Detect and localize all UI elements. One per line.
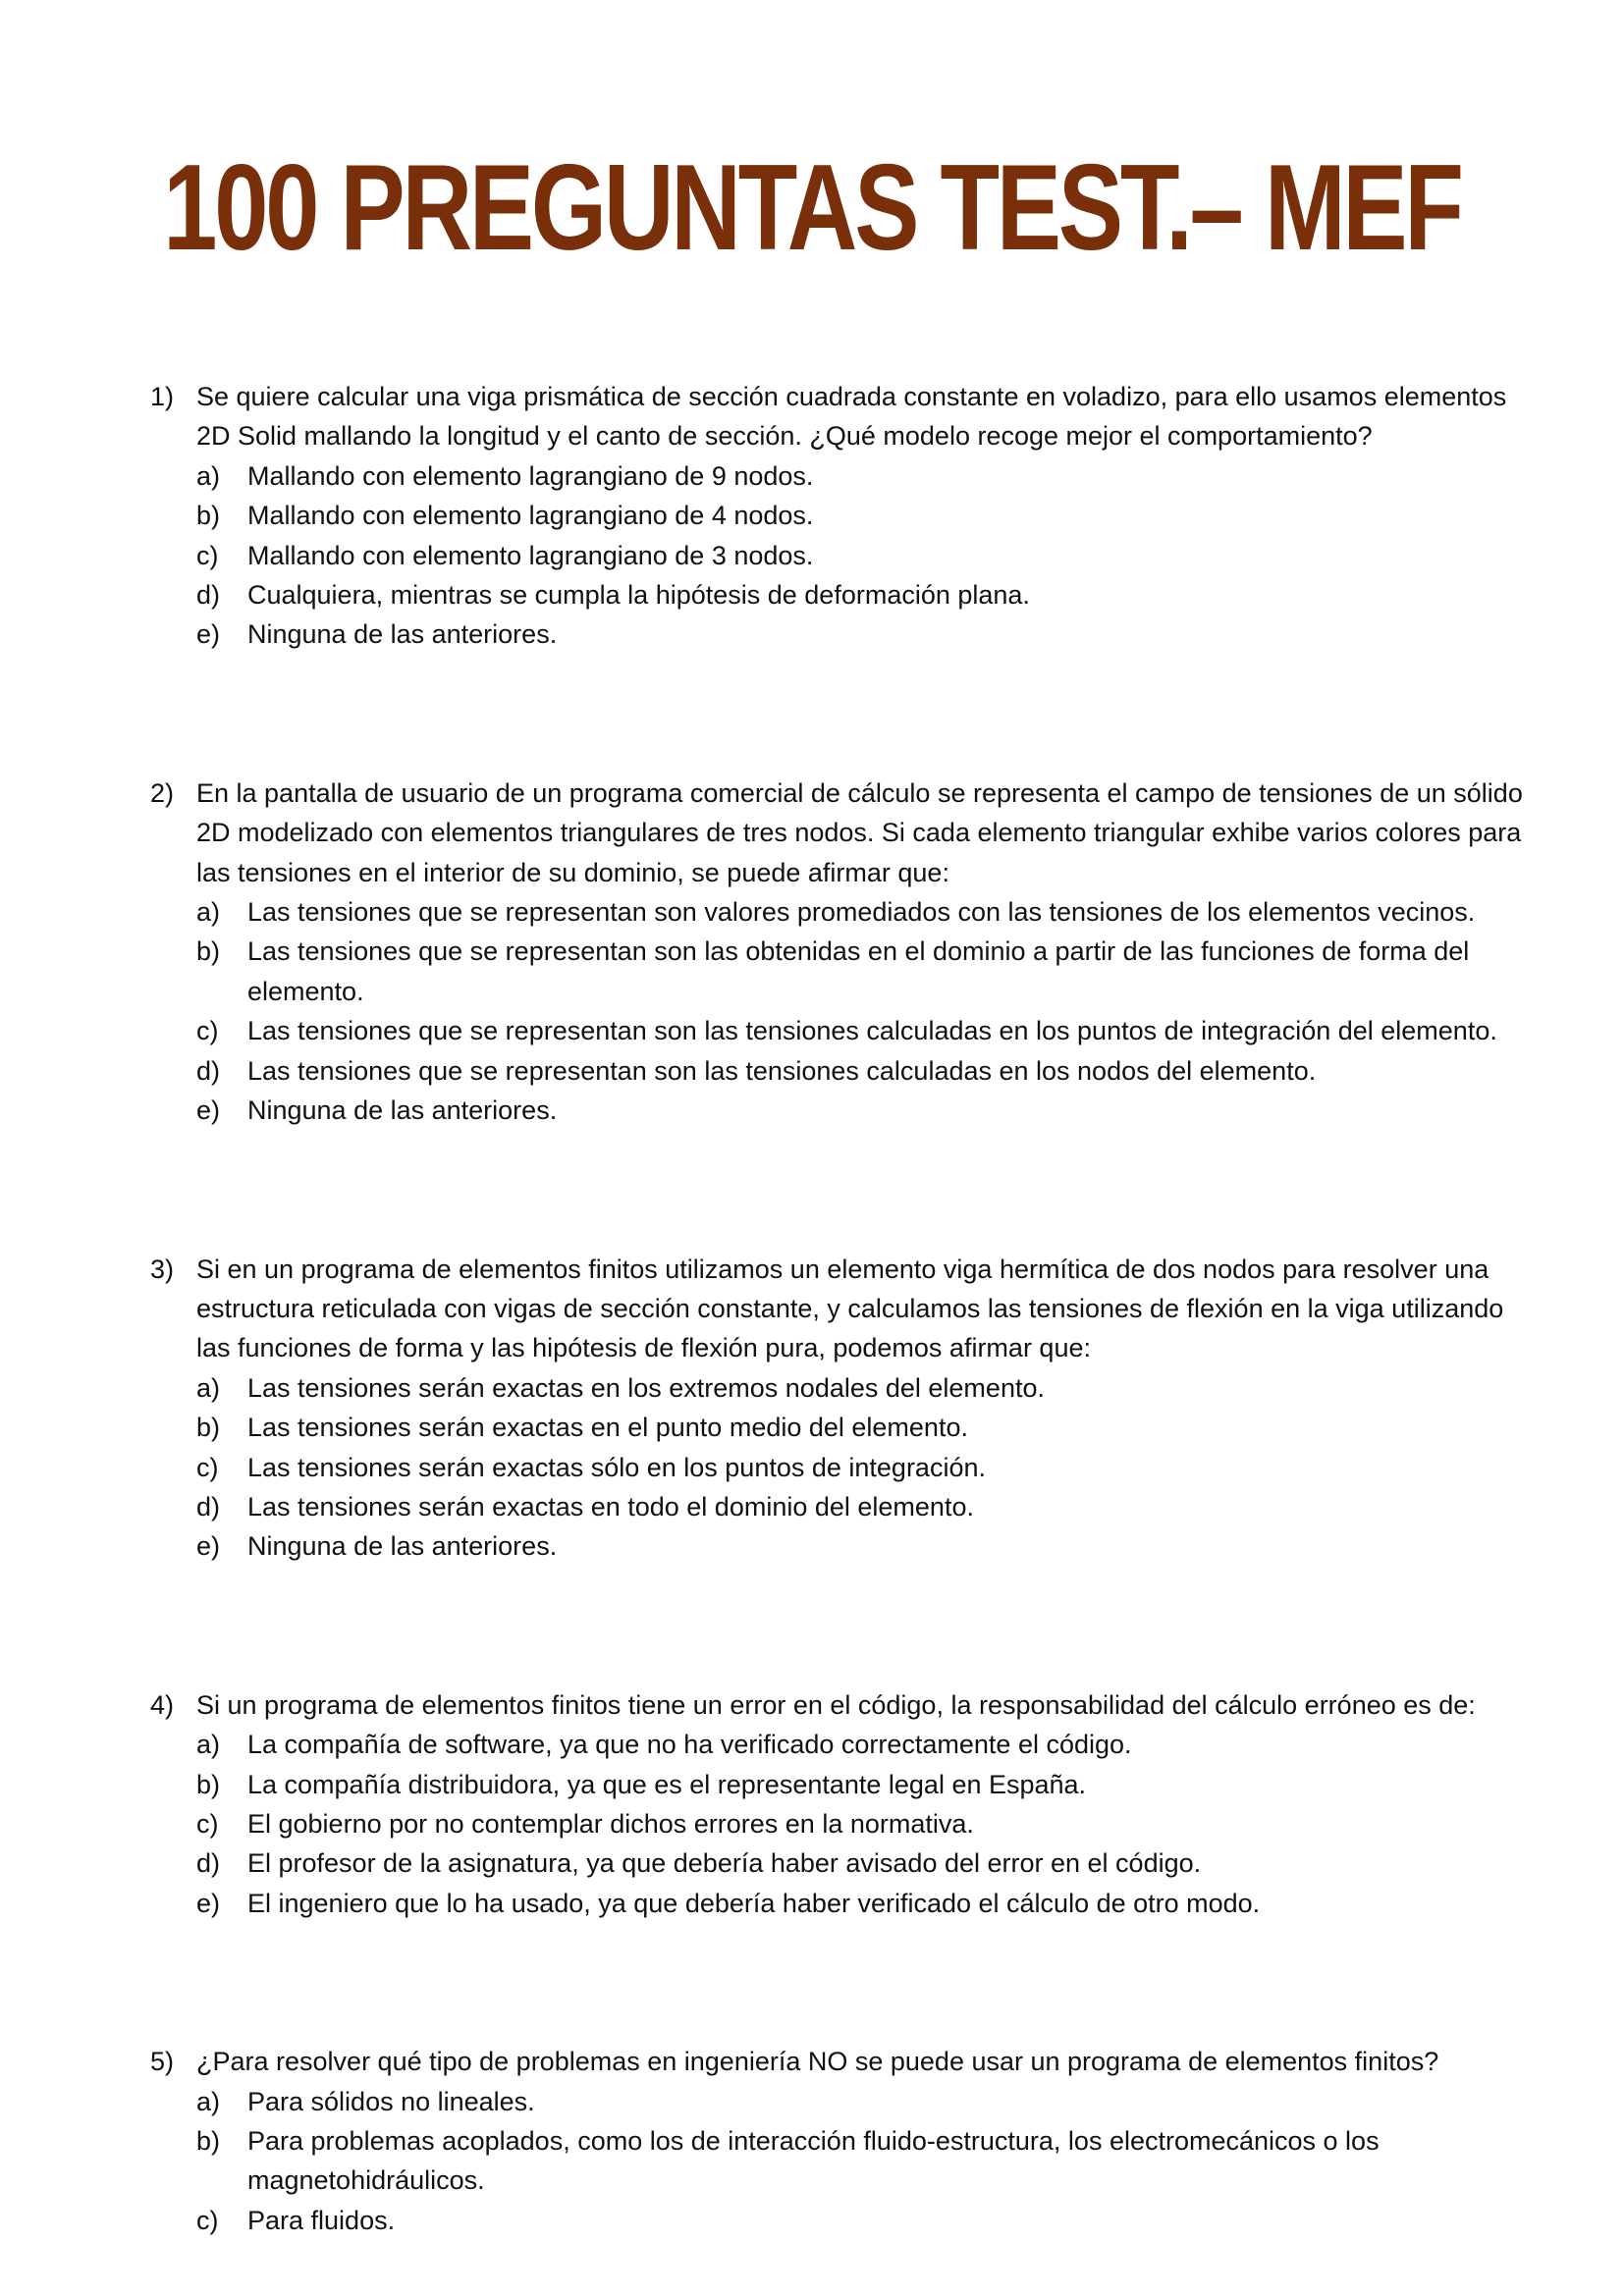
option-b xyxy=(196,2121,1544,2201)
option-d xyxy=(196,1051,1544,1091)
option-text: El profesor de la asignatura, ya que debería haber avisado del error en el código. xyxy=(247,1848,1202,1879)
option-c xyxy=(196,1804,1544,1843)
option-letter: a) xyxy=(196,897,221,928)
option-b xyxy=(196,932,1544,1011)
option-letter: c) xyxy=(196,1808,219,1839)
option-letter: e) xyxy=(196,619,221,650)
question-spacer xyxy=(150,1131,1544,1250)
document-title: 100 PREGUNTAS TEST.– MEF xyxy=(163,140,1461,276)
option-letter: c) xyxy=(196,540,219,570)
option-b xyxy=(196,1408,1544,1447)
option-letter: d) xyxy=(196,1848,221,1879)
option-letter: b) xyxy=(196,1413,221,1443)
option-text: Para sólidos no lineales. xyxy=(247,2086,535,2116)
option-text: Las tensiones serán exactas sólo en los puntos de integración. xyxy=(247,1452,986,1482)
question-spacer xyxy=(150,1923,1544,2042)
question-spacer xyxy=(150,1567,1544,1685)
question-text: Si un programa de elementos finitos tiene un error en el código, la responsabilidad del cálculo erróneo es de: xyxy=(196,1689,1476,1720)
option-text: Las tensiones que se representan son las tensiones calculadas en los nodos del elemento. xyxy=(247,1055,1317,1086)
question-spacer xyxy=(150,655,1544,774)
option-letter: b) xyxy=(196,2126,221,2156)
option-text: Cualquiera, mientras se cumpla la hipótesis de deformación plana. xyxy=(247,580,1030,611)
option-text: Las tensiones que se representan son las tensiones calculadas en los puntos de integración del elemento. xyxy=(247,1016,1497,1046)
question-number: 1) xyxy=(150,382,175,411)
question-list xyxy=(150,377,1544,2240)
option-text: Mallando con elemento lagrangiano de 9 nodos. xyxy=(247,460,814,491)
option-letter: c) xyxy=(196,1016,219,1046)
option-a xyxy=(196,1725,1544,1764)
question-5 xyxy=(150,2042,1544,2240)
question-4 xyxy=(150,1685,1544,1923)
question-2 xyxy=(150,774,1544,1131)
option-letter: c) xyxy=(196,1452,219,1482)
option-letter: a) xyxy=(196,460,221,491)
option-letter: c) xyxy=(196,2205,219,2235)
option-e xyxy=(196,1091,1544,1130)
option-a xyxy=(196,456,1544,496)
option-b xyxy=(196,1765,1544,1804)
question-text: Si en un programa de elementos finitos utilizamos un elemento viga hermítica de dos nodos para resolver una estructura reticulada con vigas de sección constante, y calculamos las tensiones de flexión en la viga utilizando las funciones de forma y las hipótesis de flexión pura, podemos afirmar que: xyxy=(196,1254,1504,1363)
option-letter: d) xyxy=(196,580,221,611)
option-e xyxy=(196,614,1544,654)
option-letter: b) xyxy=(196,501,221,531)
option-text: La compañía de software, ya que no ha verificado correctamente el código. xyxy=(247,1730,1132,1760)
option-a xyxy=(196,1368,1544,1408)
option-text: La compañía distribuidora, ya que es el representante legal en España. xyxy=(247,1769,1087,1799)
option-text: Ninguna de las anteriores. xyxy=(247,1531,558,1562)
question-number: 3) xyxy=(150,1254,175,1284)
option-text: El gobierno por no contemplar dichos errores en la normativa. xyxy=(247,1808,974,1839)
option-text: Las tensiones serán exactas en todo el dominio del elemento. xyxy=(247,1491,974,1522)
option-text: Ninguna de las anteriores. xyxy=(247,619,558,650)
option-letter: b) xyxy=(196,1769,221,1799)
option-b xyxy=(196,496,1544,535)
option-c xyxy=(196,1011,1544,1050)
option-a xyxy=(196,892,1544,932)
option-text: Para fluidos. xyxy=(247,2205,396,2235)
option-a xyxy=(196,2082,1544,2121)
option-text: Mallando con elemento lagrangiano de 4 nodos. xyxy=(247,501,814,531)
option-letter: a) xyxy=(196,1730,221,1760)
option-letter: a) xyxy=(196,1372,221,1403)
option-c xyxy=(196,536,1544,575)
option-letter: a) xyxy=(196,2086,221,2116)
option-text: El ingeniero que lo ha usado, ya que debería haber verificado el cálculo de otro modo. xyxy=(247,1888,1261,1918)
option-d xyxy=(196,575,1544,614)
option-text: Las tensiones serán exactas en los extremos nodales del elemento. xyxy=(247,1372,1045,1403)
option-letter: e) xyxy=(196,1095,221,1126)
option-text: Las tensiones serán exactas en el punto medio del elemento. xyxy=(247,1413,968,1443)
option-letter: e) xyxy=(196,1888,221,1918)
question-text: Se quiere calcular una viga prismática de sección cuadrada constante en voladizo, para ello usamos elementos 2D Solid mallando la longitud y el canto de sección. ¿Qué modelo recoge mejor el comportamiento? xyxy=(196,382,1507,452)
question-text: En la pantalla de usuario de un programa comercial de cálculo se representa el campo de tensiones de un sólido 2D modelizado con elementos triangulares de tres nodos. Si cada elemento triangular exhibe varios colores para las tensiones en el interior de su dominio, se puede afirmar que: xyxy=(196,777,1523,887)
question-3 xyxy=(150,1250,1544,1567)
option-text: Las tensiones que se representan son valores promediados con las tensiones de los elementos vecinos. xyxy=(247,897,1476,928)
option-text: Ninguna de las anteriores. xyxy=(247,1095,558,1126)
option-text: Mallando con elemento lagrangiano de 3 nodos. xyxy=(247,540,814,570)
option-letter: d) xyxy=(196,1491,221,1522)
question-number: 4) xyxy=(150,1689,175,1720)
option-e xyxy=(196,1884,1544,1923)
option-c xyxy=(196,2201,1544,2240)
option-letter: b) xyxy=(196,936,221,967)
option-e xyxy=(196,1526,1544,1566)
option-c xyxy=(196,1448,1544,1487)
option-letter: d) xyxy=(196,1055,221,1086)
option-letter: e) xyxy=(196,1531,221,1562)
question-number: 5) xyxy=(150,2047,175,2077)
option-d xyxy=(196,1843,1544,1883)
option-text: Las tensiones que se representan son las obtenidas en el dominio a partir de las funciones de forma del elemento. xyxy=(247,936,1470,1006)
question-text: ¿Para resolver qué tipo de problemas en ingeniería NO se puede usar un programa de elementos finitos? xyxy=(196,2047,1439,2077)
option-text: Para problemas acoplados, como los de interacción fluido-estructura, los electromecánicos o los magnetohidráulicos. xyxy=(247,2126,1380,2196)
question-number: 2) xyxy=(150,777,175,808)
option-d xyxy=(196,1487,1544,1526)
question-1 xyxy=(150,377,1544,655)
